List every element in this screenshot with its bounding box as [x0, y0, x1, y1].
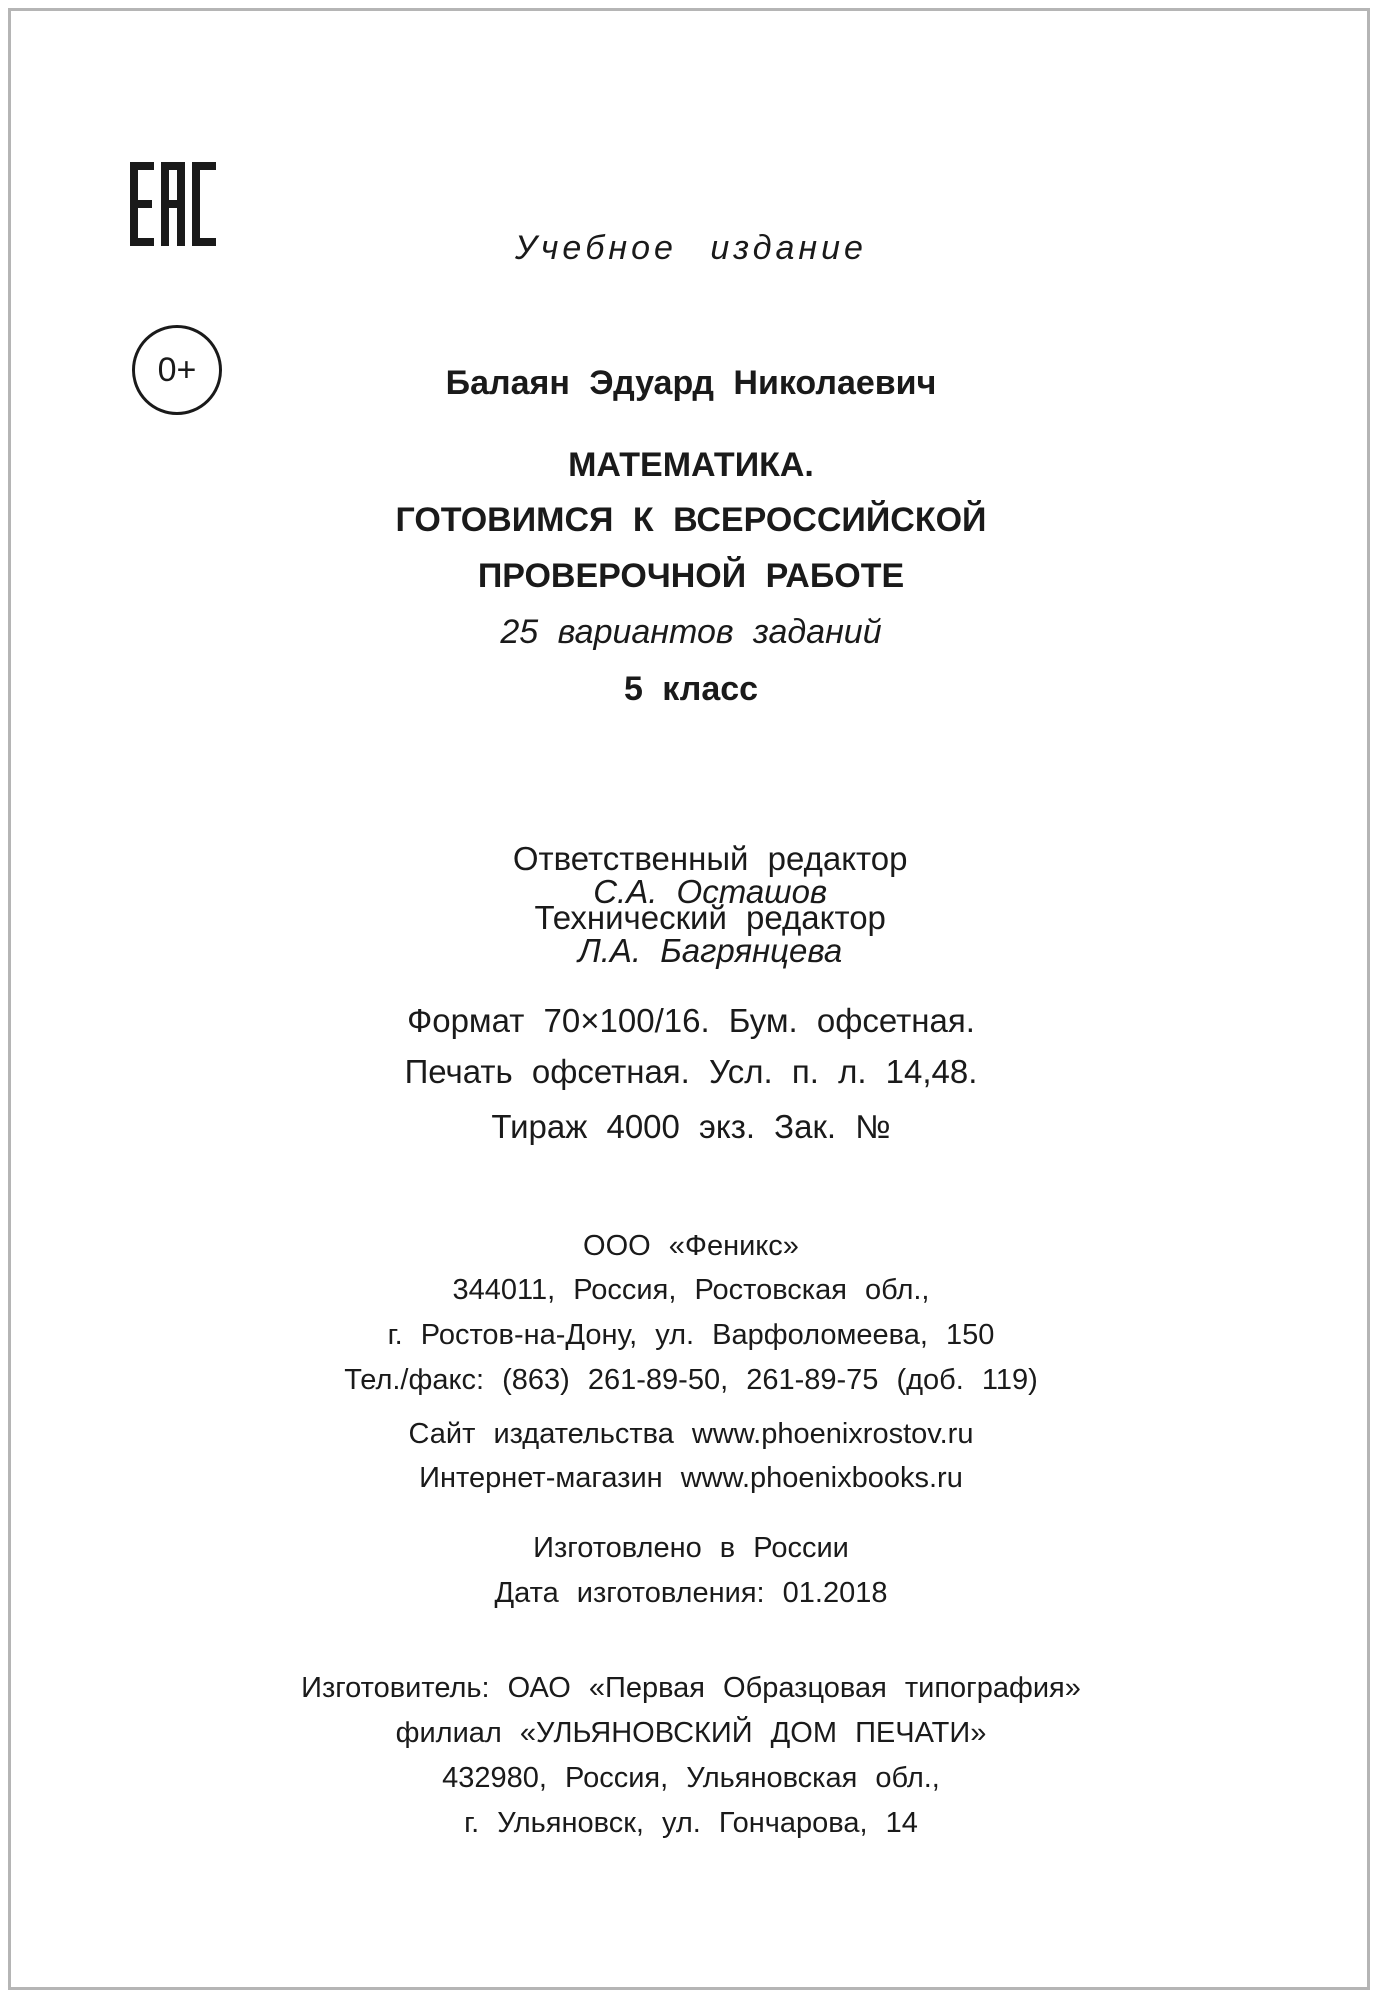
book-title-line-1: МАТЕМАТИКА. — [568, 446, 814, 484]
age-rating-label: 0+ — [157, 350, 197, 389]
author-name: Балаян Эдуард Николаевич — [445, 364, 937, 402]
production-date: Дата изготовления: 01.2018 — [494, 1577, 888, 1609]
manufacturer-line: 432980, Россия, Ульяновская обл., — [442, 1762, 940, 1794]
publisher-site: Сайт издательства www.phoenixrostov.ru — [408, 1418, 974, 1450]
editor-row — [0, 868, 1382, 967]
made-in-country: Изготовлено в России — [533, 1532, 849, 1564]
editor-role: Технический редактор — [534, 899, 886, 936]
edition-type: Учебное издание — [515, 229, 867, 267]
book-grade: 5 класс — [623, 670, 759, 708]
publisher-shop: Интернет-магазин www.phoenixbooks.ru — [419, 1462, 963, 1494]
editor-name: С.А. Осташов — [593, 873, 828, 910]
publisher-name: ООО «Феникс» — [583, 1230, 799, 1262]
publisher-address-line: г. Ростов-на-Дону, ул. Варфоломеева, 150 — [387, 1319, 995, 1351]
editor-name: Л.А. Багрянцева — [578, 932, 843, 969]
book-title-line-2: ГОТОВИМСЯ К ВСЕРОССИЙСКОЙ — [395, 501, 987, 539]
manufacturer-line: Изготовитель: ОАО «Первая Образцовая типография» — [301, 1672, 1081, 1704]
manufacturer-line: филиал «УЛЬЯНОВСКИЙ ДОМ ПЕЧАТИ» — [395, 1717, 987, 1749]
publisher-phone: Тел./факс: (863) 261-89-50, 261-89-75 (доб. 119) — [344, 1364, 1038, 1396]
print-spec-line: Тираж 4000 экз. Зак. № — [491, 1108, 891, 1145]
manufacturer-line: г. Ульяновск, ул. Гончарова, 14 — [464, 1807, 918, 1839]
editor-role: Ответственный редактор — [512, 840, 908, 877]
publisher-address-line: 344011, Россия, Ростовская обл., — [452, 1274, 930, 1306]
print-spec-line: Печать офсетная. Усл. п. л. 14,48. — [404, 1053, 978, 1090]
book-title-line-3: ПРОВЕРОЧНОЙ РАБОТЕ — [477, 557, 905, 595]
print-spec-line: Формат 70×100/16. Бум. офсетная. — [407, 1002, 975, 1039]
book-subtitle: 25 вариантов заданий — [500, 613, 882, 651]
